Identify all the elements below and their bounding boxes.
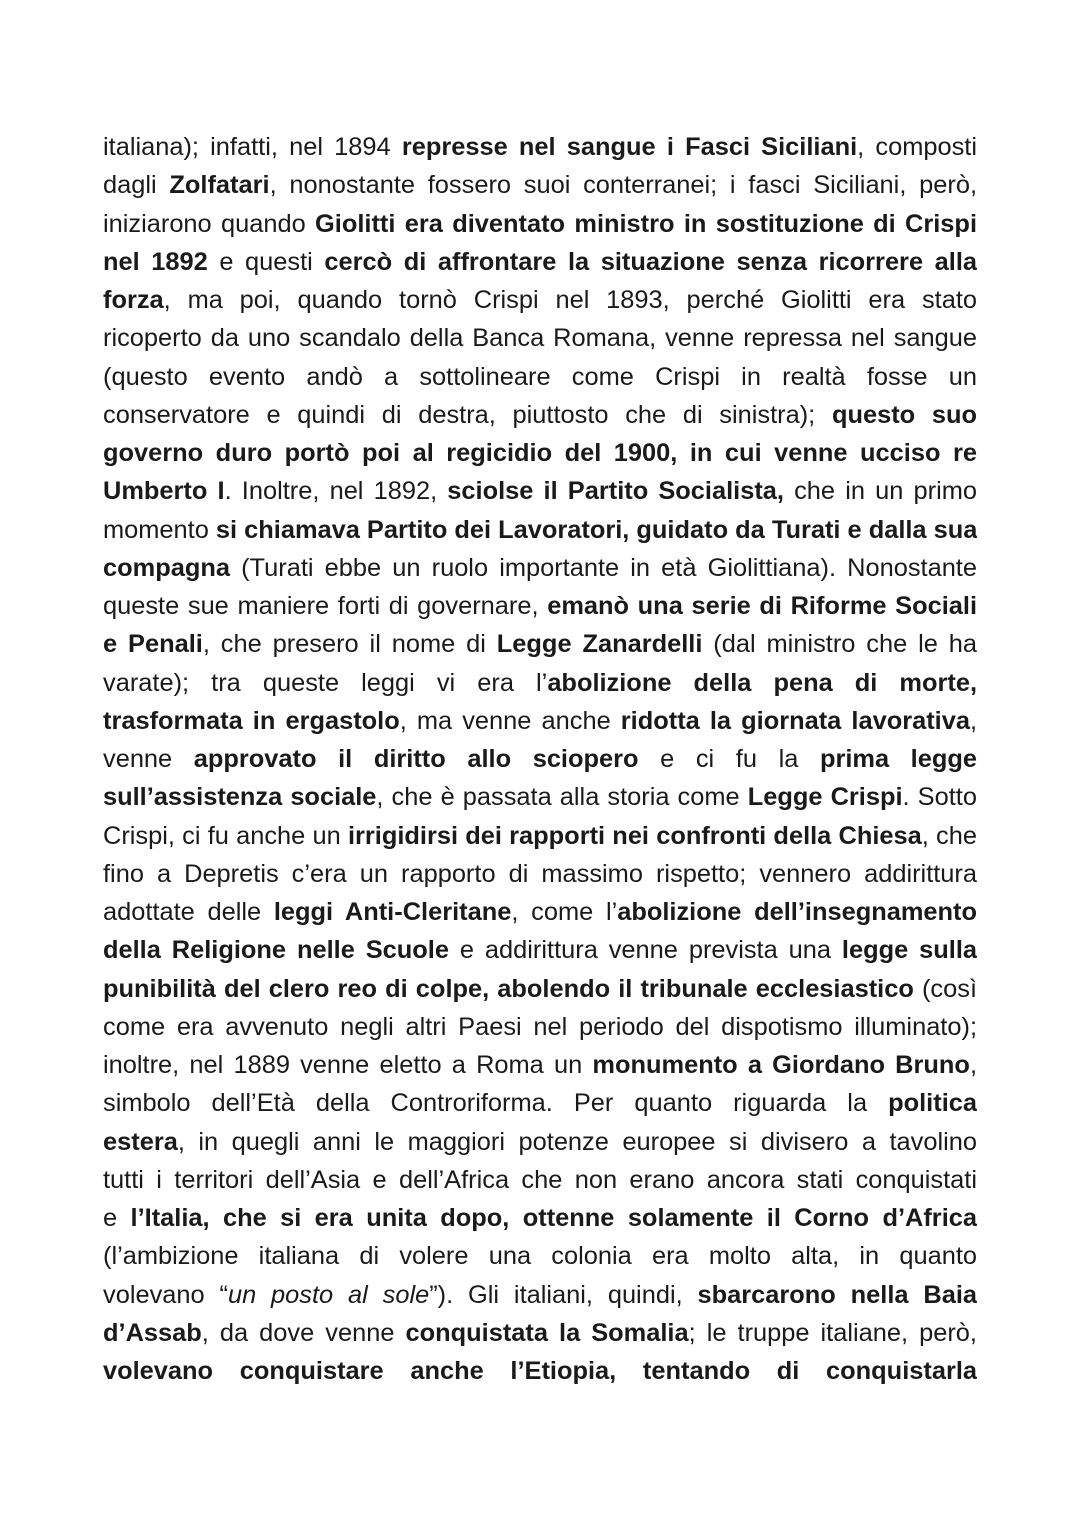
- bold-text: l’Italia, che si era unita dopo, ottenne solamente il Corno d’Africa: [130, 1204, 977, 1232]
- text-line: [103, 281, 977, 319]
- bold-text: monumento a Giordano Bruno: [592, 1051, 970, 1079]
- document-page: [103, 128, 977, 1390]
- bold-text: Legge Zanardelli: [496, 630, 703, 659]
- text: come era avvenuto negli altri Paesi nel periodo del dispotismo illuminato);: [103, 1012, 977, 1041]
- text: dagli: [103, 171, 170, 200]
- text: , che: [921, 821, 977, 850]
- bold-text: Zolfatari: [169, 171, 270, 200]
- bold-text: ridotta la giornata lavorativa: [620, 706, 970, 735]
- bold-text: della Religione nelle Scuole: [103, 936, 449, 965]
- text-line: [103, 1237, 977, 1275]
- text: venne: [103, 745, 194, 773]
- text-line: [103, 970, 977, 1008]
- text-line: [103, 1161, 977, 1199]
- text: . Inoltre, nel 1892,: [224, 477, 448, 506]
- text-line: [103, 1046, 977, 1084]
- text: , che presero il nome di: [202, 630, 497, 659]
- text-line: [103, 1123, 977, 1161]
- bold-text: irrigidirsi dei rapporti nei confronti della Chiesa: [347, 821, 922, 850]
- text: , ma venne anche: [399, 706, 621, 735]
- bold-text: leggi Anti-Cleritane: [273, 898, 512, 926]
- bold-text: legge sulla: [841, 936, 977, 965]
- text-line: [103, 778, 977, 816]
- text-line: [103, 1276, 977, 1314]
- text-line: [103, 740, 977, 778]
- text: (dal ministro che le ha: [702, 630, 977, 659]
- bold-text: forza: [103, 286, 164, 314]
- bold-text: nel 1892: [103, 247, 208, 276]
- text: adottate delle: [103, 898, 274, 926]
- bold-text: estera: [103, 1127, 178, 1156]
- bold-text: e Penali: [103, 630, 203, 659]
- text: tutti i territori dell’Asia e dell’Africa che non erano ancora stati conquistati: [103, 1165, 977, 1194]
- text: Crispi, ci fu anche un: [103, 821, 348, 850]
- text: ,: [969, 1051, 977, 1079]
- text: iniziarono quando: [103, 209, 316, 238]
- bold-text: sbarcarono nella Baia: [697, 1280, 977, 1309]
- text: , in quegli anni le maggiori potenze europee si divisero a tavolino: [177, 1127, 977, 1156]
- text-line: [103, 817, 977, 855]
- text: momento: [103, 515, 216, 544]
- bold-text: represse nel sangue i Fasci Siciliani: [401, 133, 858, 161]
- bold-text: si chiamava Partito dei Lavoratori, guidato da Turati e dalla sua: [215, 515, 977, 544]
- text: , nonostante fossero suoi conterranei; i fasci Siciliani, però,: [269, 171, 977, 200]
- text: volevano “: [103, 1280, 228, 1309]
- text: (così: [913, 974, 977, 1003]
- text: , ma poi, quando tornò Crispi nel 1893, perché Giolitti era stato: [163, 286, 977, 314]
- text: varate); tra queste leggi vi era l’: [103, 668, 548, 697]
- text-line: [103, 855, 977, 893]
- text-line: [103, 549, 977, 587]
- text-line: [103, 702, 977, 740]
- text-line: [103, 472, 977, 510]
- text-line: [103, 511, 977, 549]
- text: e ci fu la: [638, 745, 820, 773]
- text-line: [103, 931, 977, 969]
- text: che in un primo: [783, 477, 977, 506]
- bold-text: volevano conquistare anche l’Etiopia, tentando di conquistarla: [103, 1357, 977, 1385]
- bold-text: emanò una serie di Riforme Sociali: [547, 592, 977, 620]
- bold-text: governo duro portò poi al regicidio del 1900, in cui venne ucciso re: [103, 439, 977, 467]
- text: simbolo dell’Età della Controriforma. Per quanto riguarda la: [103, 1089, 889, 1118]
- text: (l’ambizione italiana di volere una colonia era molto alta, in quanto: [103, 1242, 977, 1271]
- bold-text: abolizione dell’insegnamento: [617, 898, 977, 926]
- text-line: [103, 243, 977, 281]
- text-line: [103, 1314, 977, 1352]
- bold-text: sciolse il Partito Socialista,: [447, 477, 784, 506]
- bold-text: compagna: [103, 553, 230, 582]
- text: inoltre, nel 1889 venne eletto a Roma un: [103, 1051, 593, 1079]
- text: , composti: [857, 133, 977, 161]
- text: ”). Gli italiani, quindi,: [429, 1280, 698, 1309]
- bold-text: Legge Crispi: [747, 783, 903, 812]
- text-line: [103, 1084, 977, 1122]
- text: fino a Depretis c’era un rapporto di massimo rispetto; vennero addirittura: [103, 859, 977, 888]
- text: conservatore e quindi di destra, piuttosto che di sinistra);: [103, 400, 832, 429]
- text: italiana); infatti, nel 1894: [103, 133, 402, 161]
- text-line: [103, 396, 977, 434]
- text: e: [103, 1204, 131, 1232]
- bold-text: d’Assab: [103, 1318, 202, 1347]
- text-line: [103, 128, 977, 166]
- text-line: [103, 664, 977, 702]
- bold-text: Giolitti era diventato ministro in sostituzione di Crispi: [315, 209, 977, 238]
- text-line: [103, 893, 977, 931]
- text: . Sotto: [902, 783, 977, 812]
- text: ricoperto da uno scandalo della Banca Romana, venne repressa nel sangue: [103, 324, 977, 353]
- text: , da dove venne: [201, 1318, 406, 1347]
- bold-text: approvato il diritto allo sciopero: [193, 745, 639, 773]
- text: ; le truppe italiane, però,: [688, 1318, 977, 1347]
- text-line: [103, 1352, 977, 1390]
- text-line: [103, 319, 977, 357]
- text-line: [103, 358, 977, 396]
- text: , che è passata alla storia come: [376, 783, 748, 812]
- bold-text: Umberto I: [103, 477, 225, 506]
- bold-text: cercò di affrontare la situazione senza ricorrere alla: [324, 247, 977, 276]
- text-line: [103, 434, 977, 472]
- text: e questi: [207, 247, 325, 276]
- text: , come l’: [511, 898, 618, 926]
- text-line: [103, 1199, 977, 1237]
- text: queste sue maniere forti di governare,: [103, 592, 548, 620]
- text: e addirittura venne prevista una: [448, 936, 842, 965]
- bold-text: prima legge: [819, 745, 977, 773]
- text-line: [103, 587, 977, 625]
- text-line: [103, 1008, 977, 1046]
- text: ,: [969, 706, 977, 735]
- italic-text: un posto al sole: [227, 1280, 430, 1309]
- bold-text: trasformata in ergastolo: [103, 706, 400, 735]
- text-line: [103, 166, 977, 204]
- bold-text: conquistata la Somalia: [405, 1318, 689, 1347]
- bold-text: punibilità del clero reo di colpe, abolendo il tribunale ecclesiastico: [103, 974, 914, 1003]
- bold-text: abolizione della pena di morte,: [547, 668, 977, 697]
- text: (questo evento andò a sottolineare come Crispi in realtà fosse un: [103, 362, 977, 391]
- bold-text: sull’assistenza sociale: [103, 783, 377, 812]
- text: (Turati ebbe un ruolo importante in età Giolittiana). Nonostante: [229, 553, 977, 582]
- bold-text: politica: [888, 1089, 977, 1118]
- bold-text: questo suo: [831, 400, 977, 429]
- text-line: [103, 205, 977, 243]
- text-line: [103, 625, 977, 663]
